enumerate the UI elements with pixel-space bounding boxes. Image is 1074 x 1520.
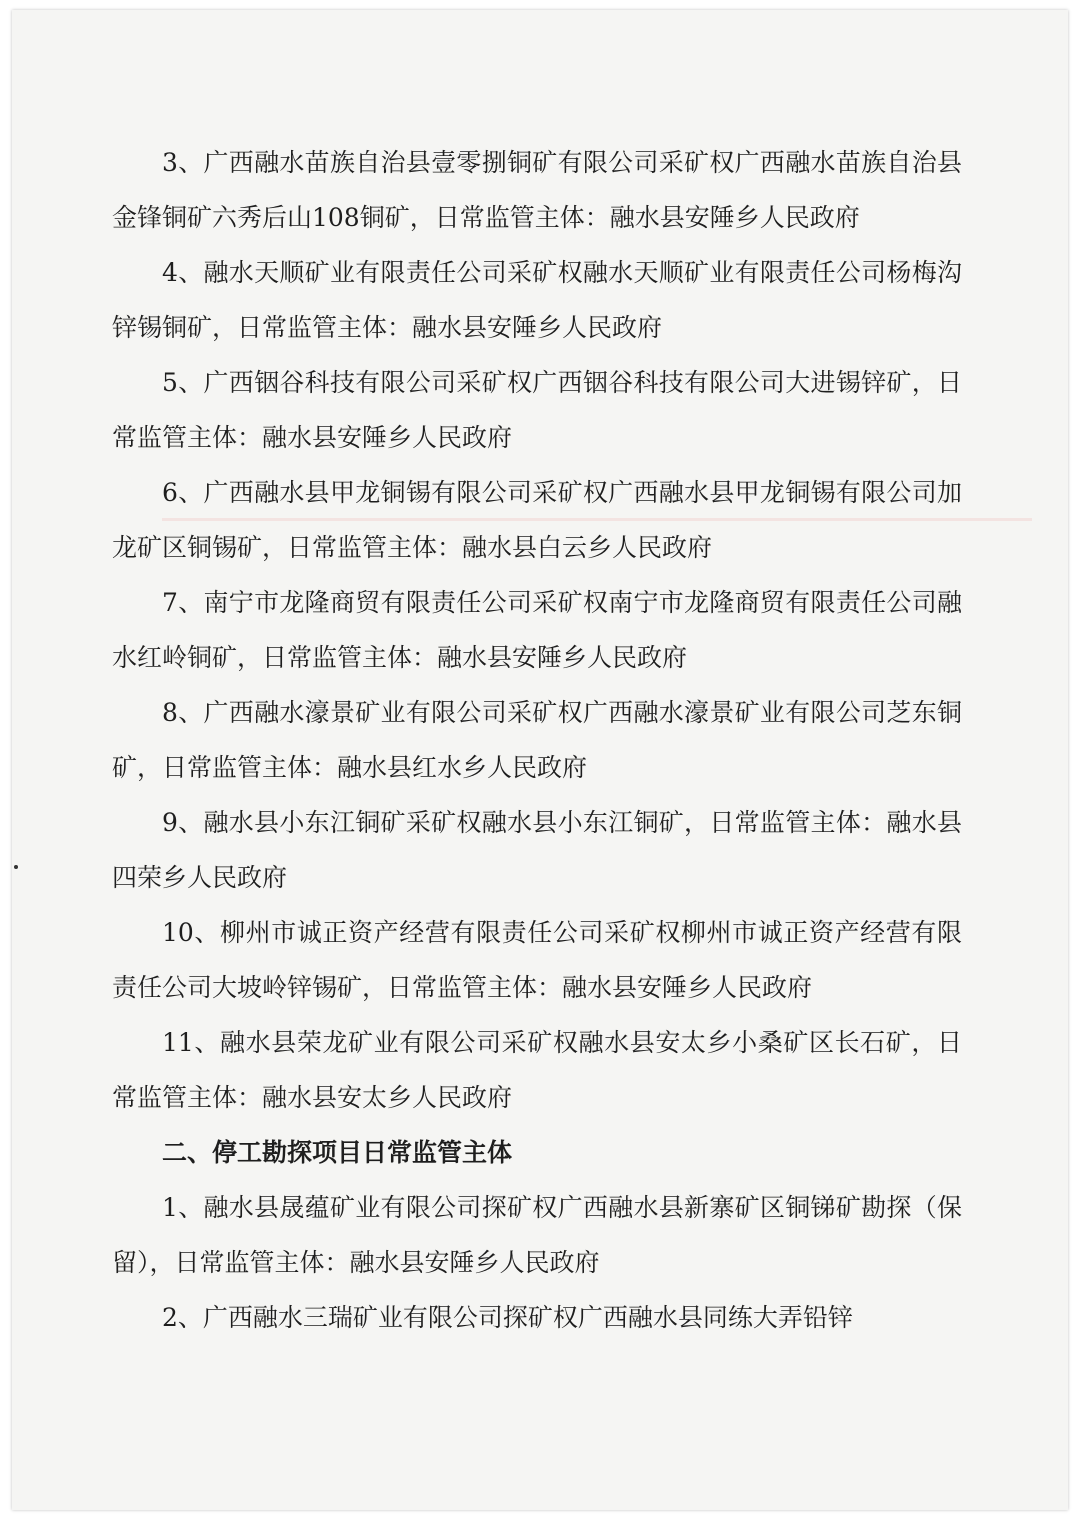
scan-speck	[14, 865, 18, 869]
section-heading: 二、停工勘探项目日常监管主体	[162, 1138, 513, 1167]
paragraph-item-4: 4、融水天顺矿业有限责任公司采矿权融水天顺矿业有限责任公司杨梅沟锌锡铜矿，日常监管主体：融水县安陲乡人民政府	[112, 258, 962, 342]
document-page	[12, 10, 1068, 1510]
section-paragraph-2: 2、广西融水三瑞矿业有限公司探矿权广西融水县同练大弄铅锌	[162, 1303, 853, 1332]
paragraph-item-9: 9、融水县小东江铜矿采矿权融水县小东江铜矿，日常监管主体：融水县四荣乡人民政府	[112, 808, 962, 892]
paragraph-item-8: 8、广西融水濠景矿业有限公司采矿权广西融水濠景矿业有限公司芝东铜矿，日常监管主体：融水县红水乡人民政府	[112, 698, 962, 782]
document-body	[112, 135, 962, 1345]
paragraph-item-7: 7、南宁市龙隆商贸有限责任公司采矿权南宁市龙隆商贸有限责任公司融水红岭铜矿，日常监管主体：融水县安陲乡人民政府	[112, 588, 962, 672]
section-paragraph-1: 1、融水县晟蕴矿业有限公司探矿权广西融水县新寨矿区铜锑矿勘探（保留），日常监管主体：融水县安陲乡人民政府	[112, 1193, 962, 1277]
paragraph-item-6: 6、广西融水县甲龙铜锡有限公司采矿权广西融水县甲龙铜锡有限公司加龙矿区铜锡矿，日常监管主体：融水县白云乡人民政府	[112, 478, 962, 562]
paragraph-item-3: 3、广西融水苗族自治县壹零捌铜矿有限公司采矿权广西融水苗族自治县金锋铜矿六秀后山108铜矿，日常监管主体：融水县安陲乡人民政府	[112, 148, 962, 232]
paragraph-item-5: 5、广西铟谷科技有限公司采矿权广西铟谷科技有限公司大进锡锌矿，日常监管主体：融水县安陲乡人民政府	[112, 368, 962, 452]
paragraph-item-10: 10、柳州市诚正资产经营有限责任公司采矿权柳州市诚正资产经营有限责任公司大坡岭锌锡矿，日常监管主体：融水县安陲乡人民政府	[112, 918, 962, 1002]
paragraph-item-11: 11、融水县荣龙矿业有限公司采矿权融水县安太乡小桑矿区长石矿，日常监管主体：融水县安太乡人民政府	[112, 1028, 962, 1112]
